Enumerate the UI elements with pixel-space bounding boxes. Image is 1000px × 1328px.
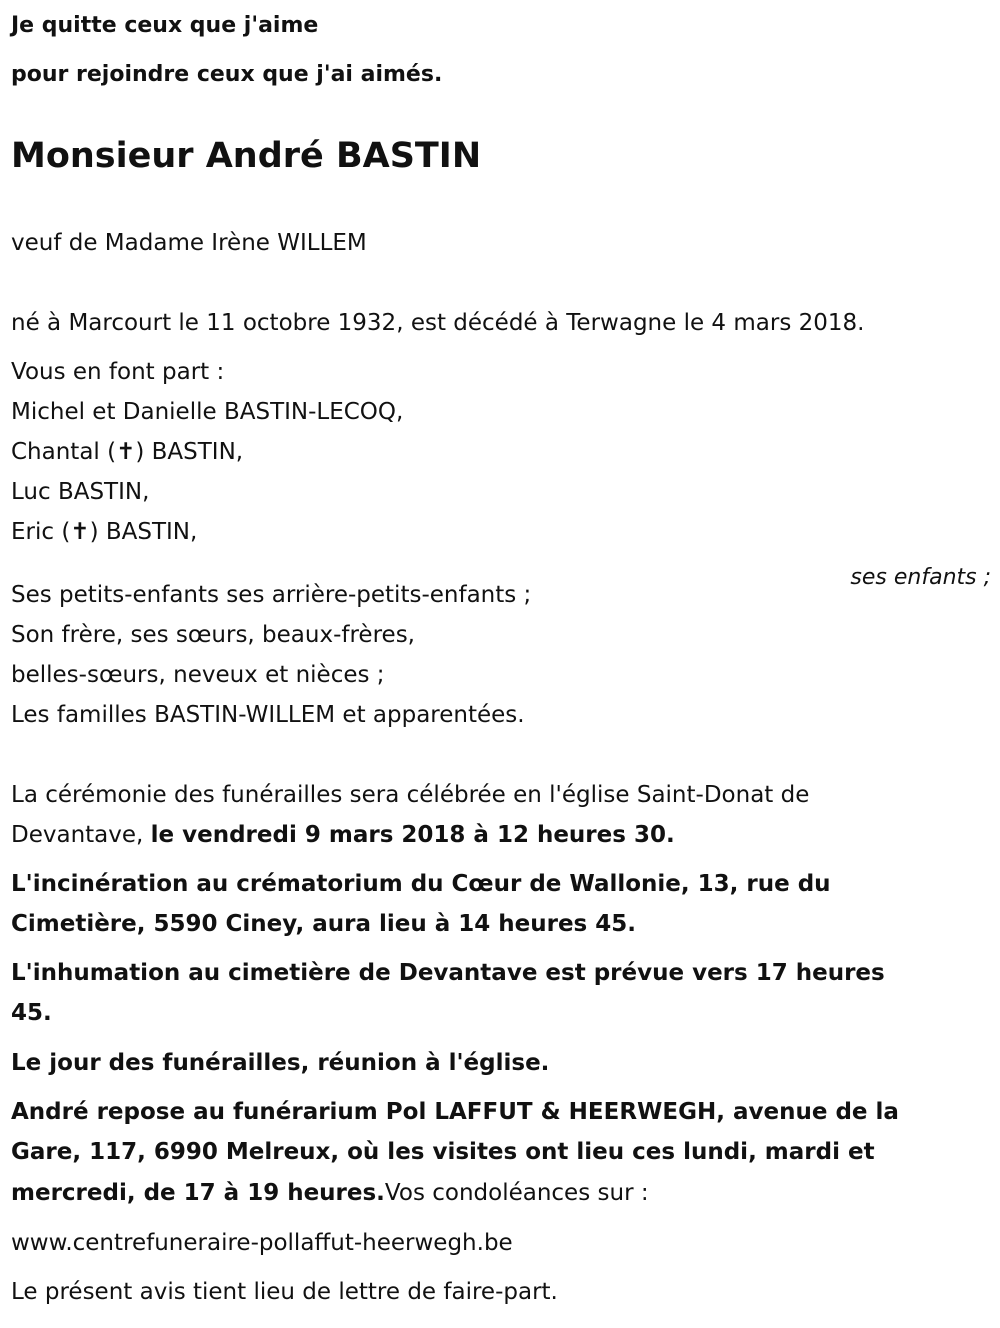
- spouse-line: veuf de Madame Irène WILLEM: [11, 230, 367, 256]
- birth-death-line: né à Marcourt le 11 octobre 1932, est décédé à Terwagne le 4 mars 2018.: [11, 310, 865, 336]
- visiting-hours: mercredi, de 17 à 19 heures.: [11, 1180, 385, 1206]
- ceremony-line-2: [11, 820, 675, 850]
- family-line-3: belles-sœurs, neveux et nièces ;: [11, 662, 385, 688]
- ceremony-location-end: Devantave,: [11, 822, 151, 848]
- ceremony-datetime: le vendredi 9 mars 2018 à 12 heures 30.: [150, 822, 675, 848]
- quote-line-2: pour rejoindre ceux que j'ai aimés.: [11, 62, 443, 87]
- family-line-2: Son frère, ses sœurs, beaux-frères,: [11, 622, 415, 648]
- family-line-1: Ses petits-enfants ses arrière-petits-enfants ;: [11, 582, 532, 608]
- meeting-line: Le jour des funérailles, réunion à l'église.: [11, 1050, 550, 1076]
- child-3: Luc BASTIN,: [11, 479, 150, 505]
- announcers-intro: Vous en font part :: [11, 359, 225, 385]
- closing-line: Le présent avis tient lieu de lettre de faire-part.: [11, 1279, 558, 1305]
- ceremony-line-1: La cérémonie des funérailles sera célébrée en l'église Saint-Donat de: [11, 782, 810, 808]
- funerarium-line-2: Gare, 117, 6990 Melreux, où les visites ont lieu ces lundi, mardi et: [11, 1139, 875, 1165]
- incineration-line-1: L'incinération au crématorium du Cœur de Wallonie, 13, rue du: [11, 871, 831, 897]
- family-line-4: Les familles BASTIN-WILLEM et apparentées.: [11, 702, 525, 728]
- child-2: Chantal (✝) BASTIN,: [11, 439, 244, 465]
- burial-line-2: 45.: [11, 1000, 52, 1026]
- burial-line-1: L'inhumation au cimetière de Devantave est prévue vers 17 heures: [11, 960, 885, 986]
- quote-line-1: Je quitte ceux que j'aime: [11, 13, 319, 38]
- funerarium-line-1: André repose au funérarium Pol LAFFUT & HEERWEGH, avenue de la: [11, 1099, 899, 1125]
- deceased-name: Monsieur André BASTIN: [11, 136, 482, 176]
- funerarium-line-3: [11, 1178, 649, 1208]
- children-label: ses enfants ;: [850, 565, 991, 590]
- incineration-line-2: Cimetière, 5590 Ciney, aura lieu à 14 heures 45.: [11, 911, 636, 937]
- child-1: Michel et Danielle BASTIN-LECOQ,: [11, 399, 404, 425]
- child-4: Eric (✝) BASTIN,: [11, 519, 198, 545]
- condolences-intro: Vos condoléances sur :: [384, 1180, 649, 1206]
- website-link[interactable]: www.centrefuneraire-pollaffut-heerwegh.be: [11, 1230, 513, 1256]
